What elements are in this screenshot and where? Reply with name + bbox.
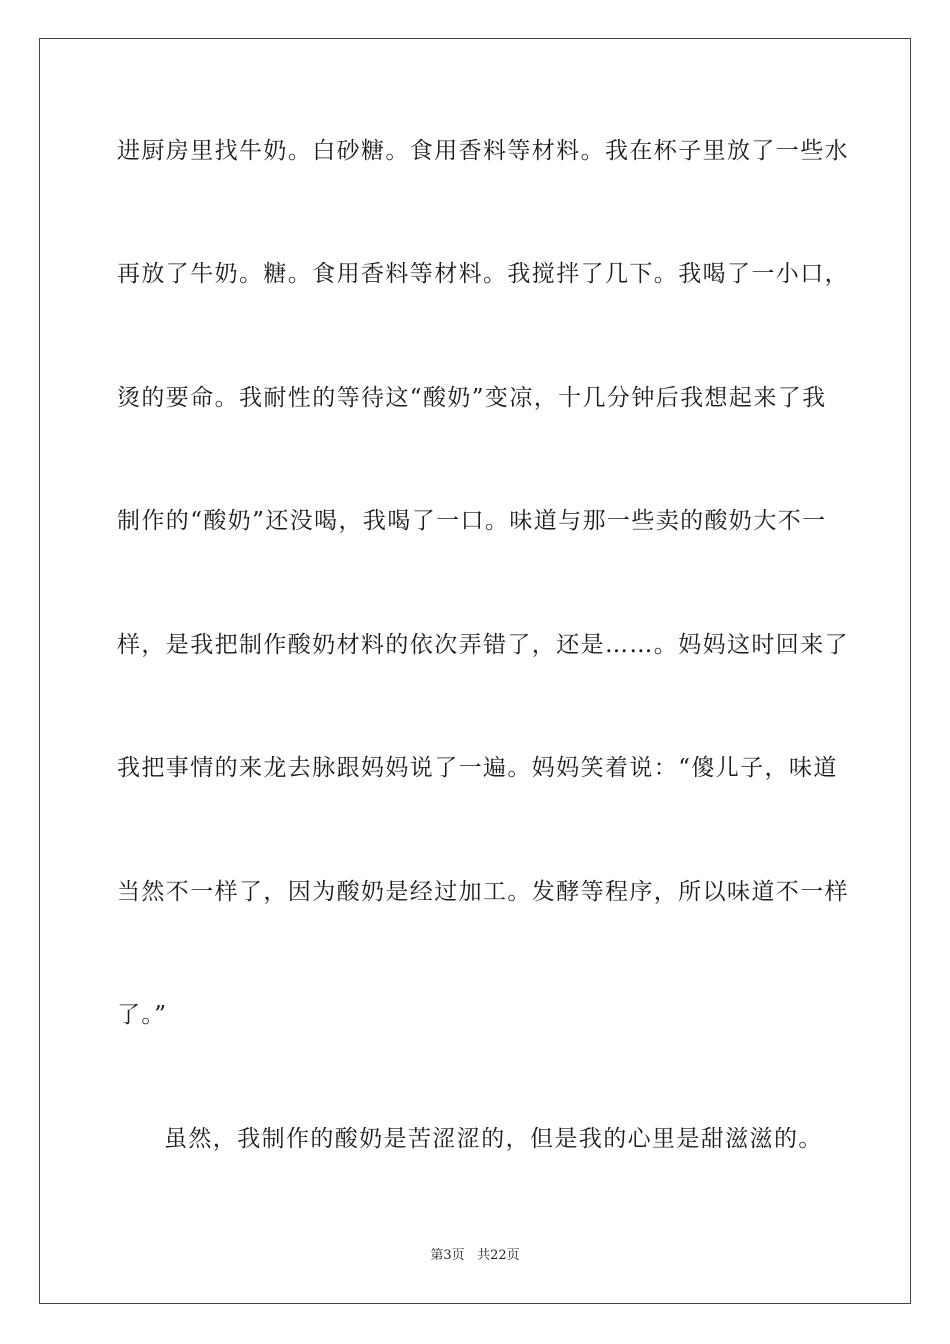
- page-border: [39, 38, 911, 1304]
- page-number: 第3页: [430, 1248, 465, 1263]
- footer-gap: [465, 1248, 477, 1263]
- text-line: 烫的要命。我耐性的等待这“酸奶”变凉，十几分钟后我想起来了我: [117, 385, 827, 411]
- text-line: 样，是我把制作酸奶材料的依次弄错了，还是……。妈妈这时回来了: [117, 632, 849, 658]
- text-line: 了。”: [117, 1002, 168, 1028]
- paragraph-closing: 虽然，我制作的酸奶是苦涩涩的，但是我的心里是甜滋滋的。: [164, 1126, 823, 1152]
- text-line: 再放了牛奶。糖。食用香料等材料。我搅拌了几下。我喝了一小口，: [117, 261, 849, 287]
- text-line: 当然不一样了，因为酸奶是经过加工。发酵等程序，所以味道不一样: [117, 879, 849, 905]
- total-pages: 共22页: [477, 1248, 520, 1263]
- page-footer: [0, 1247, 950, 1265]
- text-line: 进厨房里找牛奶。白砂糖。食用香料等材料。我在杯子里放了一些水: [117, 138, 849, 164]
- text-line: 我把事情的来龙去脉跟妈妈说了一遍。妈妈笑着说：“傻儿子，味道: [117, 755, 838, 781]
- text-line: 制作的“酸奶”还没喝，我喝了一口。味道与那一些卖的酸奶大不一: [117, 508, 827, 534]
